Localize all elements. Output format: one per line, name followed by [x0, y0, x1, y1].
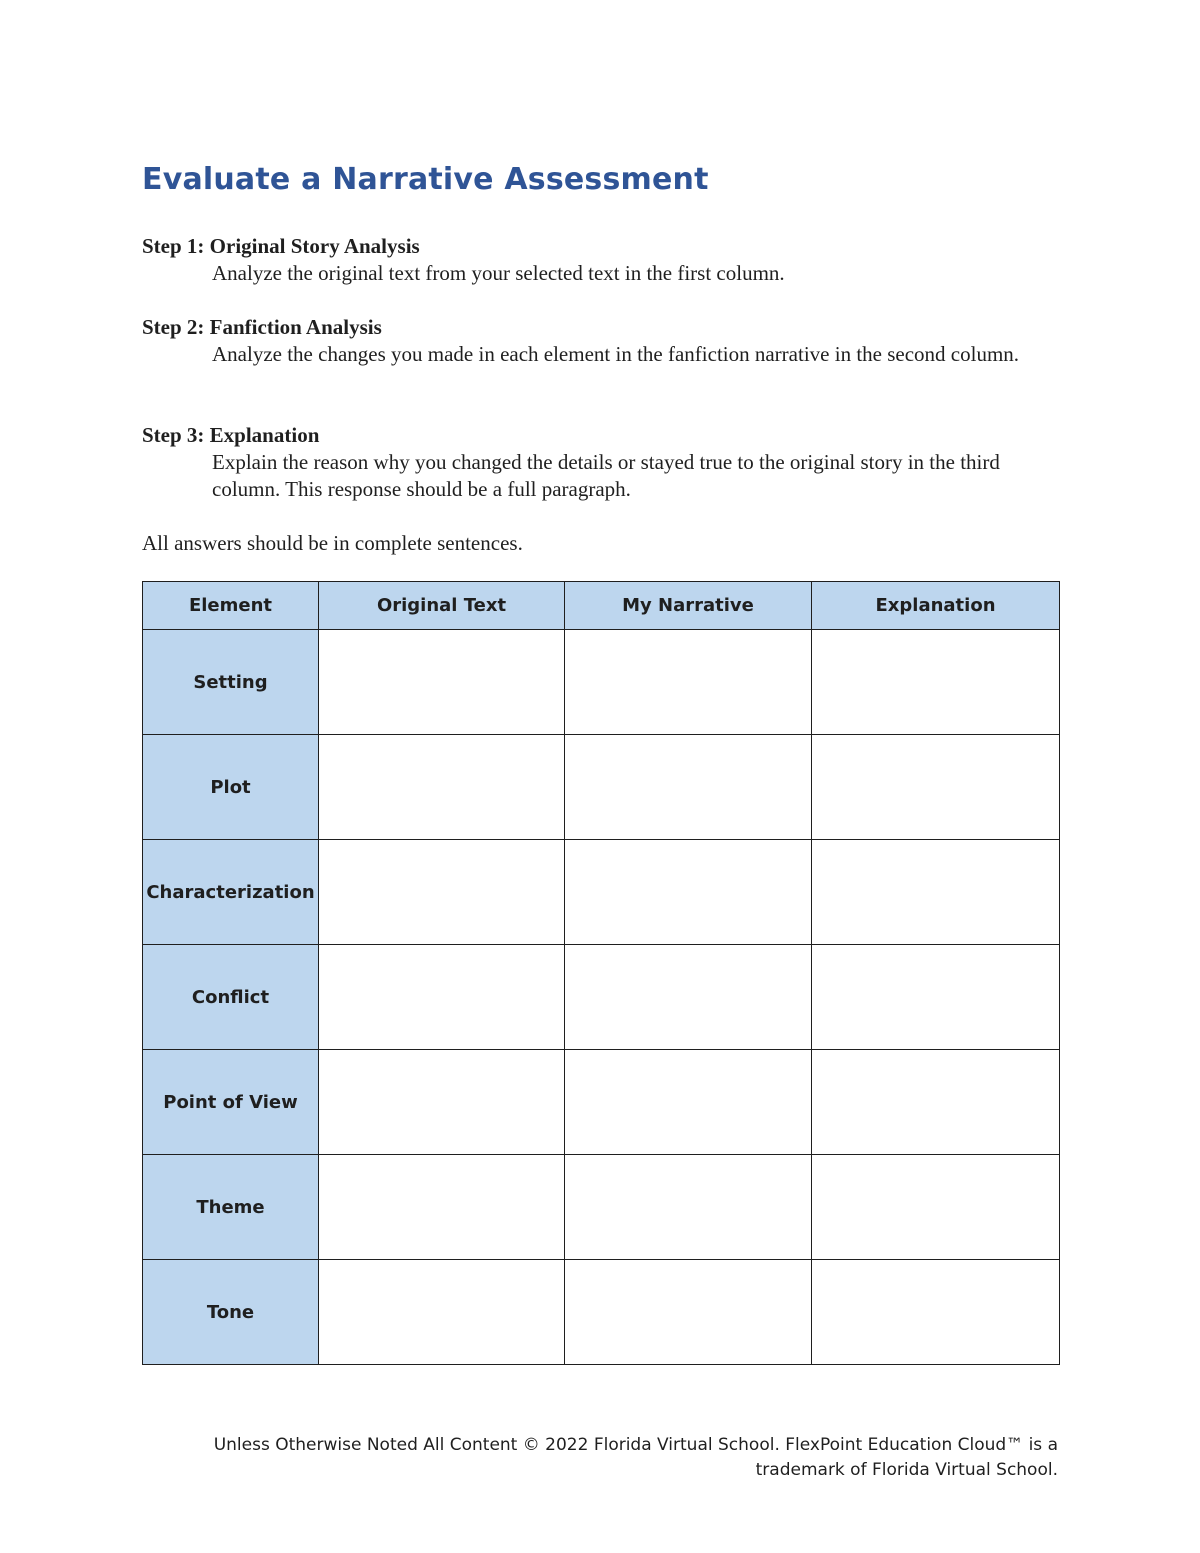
column-header-my-narrative: My Narrative: [565, 582, 812, 630]
table-row: [143, 1155, 1060, 1260]
column-header-explanation: Explanation: [812, 582, 1060, 630]
my-narrative-cell[interactable]: [565, 1260, 812, 1365]
step-2-body: Analyze the changes you made in each element in the fanfiction narrative in the second column.: [212, 342, 1020, 366]
explanation-cell[interactable]: [812, 630, 1060, 735]
original-text-cell[interactable]: [319, 840, 565, 945]
step-1-body: Analyze the original text from your selected text in the first column.: [212, 261, 785, 285]
original-text-cell[interactable]: [319, 630, 565, 735]
my-narrative-cell[interactable]: [565, 945, 812, 1050]
row-label-theme: Theme: [143, 1155, 319, 1260]
page-title: Evaluate a Narrative Assessment: [142, 162, 709, 197]
step-1-heading: Step 1: Original Story Analysis: [142, 234, 420, 258]
row-label-characterization: Characterization: [143, 840, 319, 945]
explanation-cell[interactable]: [812, 840, 1060, 945]
instructions-note: All answers should be in complete sentences.: [142, 531, 523, 555]
row-label-point-of-view: Point of View: [143, 1050, 319, 1155]
step-3-body: Explain the reason why you changed the details or stayed true to the original story in the third column. This response should be a full paragraph.: [212, 450, 1000, 501]
row-label-conflict: Conflict: [143, 945, 319, 1050]
original-text-cell[interactable]: [319, 1050, 565, 1155]
analysis-table: [142, 581, 1060, 1365]
explanation-cell[interactable]: [812, 1050, 1060, 1155]
original-text-cell[interactable]: [319, 735, 565, 840]
my-narrative-cell[interactable]: [565, 840, 812, 945]
original-text-cell[interactable]: [319, 1260, 565, 1365]
row-label-setting: Setting: [143, 630, 319, 735]
row-label-tone: Tone: [143, 1260, 319, 1365]
explanation-cell[interactable]: [812, 735, 1060, 840]
step-1: [142, 233, 1062, 287]
table-row: [143, 735, 1060, 840]
my-narrative-cell[interactable]: [565, 1050, 812, 1155]
original-text-cell[interactable]: [319, 1155, 565, 1260]
step-3-heading: Step 3: Explanation: [142, 423, 320, 447]
column-header-original-text: Original Text: [319, 582, 565, 630]
column-header-element: Element: [143, 582, 319, 630]
table-header-row: [143, 582, 1060, 630]
my-narrative-cell[interactable]: [565, 735, 812, 840]
my-narrative-cell[interactable]: [565, 1155, 812, 1260]
table-row: [143, 630, 1060, 735]
copyright-footer: Unless Otherwise Noted All Content © 2022 Florida Virtual School. FlexPoint Education Cloud™ is a trademark of Florida Virtual School.: [213, 1435, 1058, 1480]
my-narrative-cell[interactable]: [565, 630, 812, 735]
table-row: [143, 945, 1060, 1050]
step-2: [142, 314, 1062, 368]
table-row: [143, 840, 1060, 945]
table-row: [143, 1050, 1060, 1155]
explanation-cell[interactable]: [812, 1155, 1060, 1260]
explanation-cell[interactable]: [812, 945, 1060, 1050]
step-2-heading: Step 2: Fanfiction Analysis: [142, 315, 382, 339]
original-text-cell[interactable]: [319, 945, 565, 1050]
row-label-plot: Plot: [143, 735, 319, 840]
explanation-cell[interactable]: [812, 1260, 1060, 1365]
table-row: [143, 1260, 1060, 1365]
step-3: [142, 422, 1062, 503]
